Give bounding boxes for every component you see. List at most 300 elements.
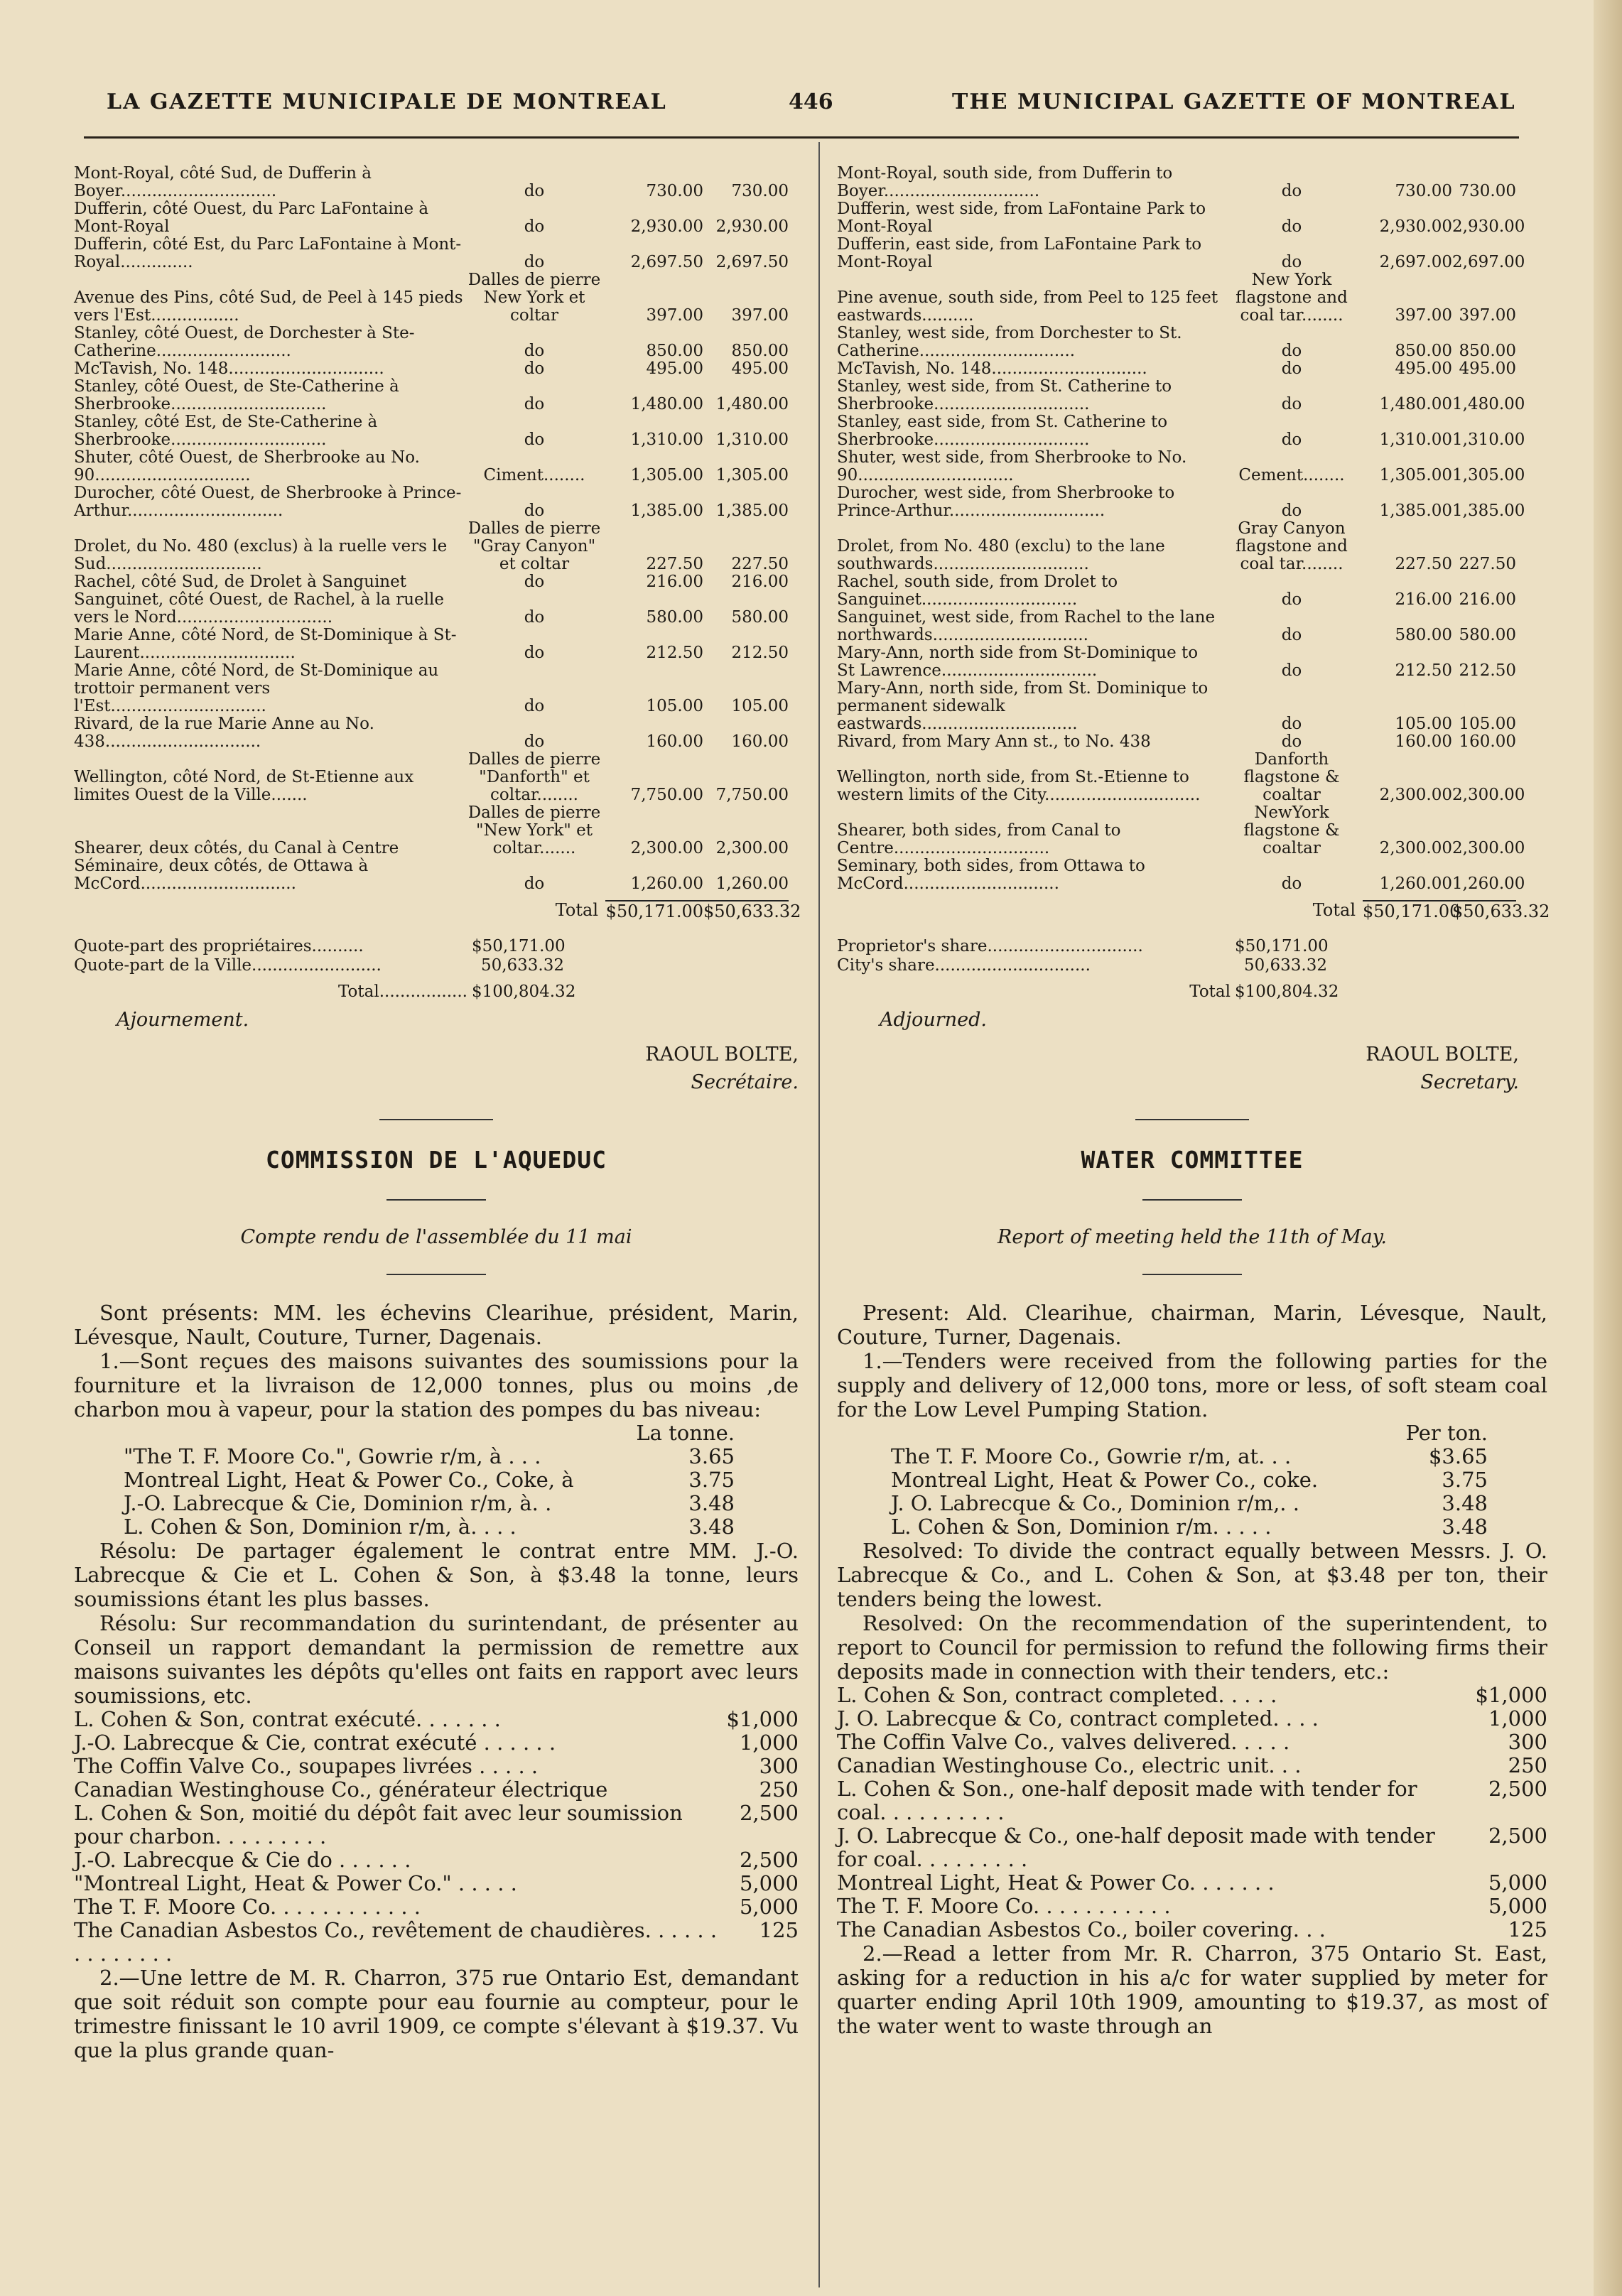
street-material: do xyxy=(1281,395,1302,413)
street-amount-estimate: 850.00 xyxy=(1395,342,1452,360)
item2-wrap-fr xyxy=(74,1966,799,2062)
street-description: Rivard, de la rue Marie Anne au No. 438.............................. xyxy=(74,715,374,751)
street-amount-total: 212.50 xyxy=(731,644,789,662)
street-description: Mont-Royal, south side, from Dufferin to Boyer.............................. xyxy=(837,164,1173,200)
deposit-amount: $1,000 xyxy=(1475,1683,1547,1707)
minutes-en xyxy=(837,1301,1547,1422)
minutes-fr xyxy=(74,1301,799,1422)
street-row xyxy=(74,271,799,325)
street-amount-total: 730.00 xyxy=(731,182,789,200)
street-row xyxy=(837,236,1547,271)
tender-name: The T. F. Moore Co., Gowrie r/m, at. . . xyxy=(891,1444,1292,1468)
street-amount-estimate: 2,930.00 xyxy=(630,217,703,236)
tender-name: L. Cohen & Son, Dominion r/m, à. . . . xyxy=(124,1515,517,1539)
street-amount-estimate: 2,300.00 xyxy=(1379,786,1452,804)
deposit-amount: 5,000 xyxy=(1488,1894,1547,1918)
deposit-name: L. Cohen & Son, moitié du dépôt fait avec leur soumission pour charbon. . . . . . . . . xyxy=(74,1801,683,1848)
deposit-name: The T. F. Moore Co. . . . . . . . . . . . xyxy=(74,1895,421,1919)
street-row xyxy=(837,484,1547,520)
tender-name: "The T. F. Moore Co.", Gowrie r/m, à . . . xyxy=(124,1444,541,1468)
street-row xyxy=(837,200,1547,236)
street-amount-estimate: 1,480.00 xyxy=(630,395,703,413)
street-amount-total: 2,930.00 xyxy=(1452,217,1525,236)
street-description: Séminaire, deux côtés, de Ottawa à McCord.............................. xyxy=(74,857,369,893)
street-table-fr xyxy=(74,165,799,893)
street-material: Danforth flagstone & coaltar xyxy=(1243,750,1340,804)
street-row xyxy=(837,360,1547,378)
deposits-fr xyxy=(74,1708,799,1966)
deposit-name: "Montreal Light, Heat & Power Co." . . . . . xyxy=(74,1871,517,1895)
street-material: NewYork flagstone & coaltar xyxy=(1243,803,1340,857)
street-material: Ciment........ xyxy=(483,466,585,484)
signature-name-fr: RAOUL BOLTE, xyxy=(645,1044,799,1066)
resolved2-fr: Résolu: Sur recommandation du surintendant, de présenter au Conseil un rapport demandant la permission de remettre aux maisons suivantes les dépôts qu'elles ont faits en rapport avec leurs soumissions, etc. xyxy=(74,1611,799,1708)
section-subtitle-fr: Compte rendu de l'assemblée du 11 mai xyxy=(240,1226,632,1248)
unit-label-en: Per ton. xyxy=(1405,1421,1488,1445)
share-total-value: $100,804.32 xyxy=(472,982,576,1001)
street-material: do xyxy=(1281,359,1302,378)
share-owners-label: Quote-part des propriétaires.......... xyxy=(74,937,364,955)
street-description: Marie Anne, côté Nord, de St-Dominique au trottoir permanent vers l'Est.............................. xyxy=(74,661,439,715)
deposit-amount: 5,000 xyxy=(739,1895,799,1919)
adjourned-fr: Ajournement. xyxy=(117,1009,249,1031)
page-spine xyxy=(1594,0,1622,2296)
street-amount-total: 1,310.00 xyxy=(1452,430,1525,449)
total-value-2: $50,633.32 xyxy=(703,901,801,921)
street-amount-estimate: 2,930.00 xyxy=(1379,217,1452,236)
street-amount-total: 850.00 xyxy=(1459,342,1516,360)
deposit-name: L. Cohen & Son, contract completed. . . . . xyxy=(837,1683,1277,1707)
deposit-name: Canadian Westinghouse Co., electric unit. . . xyxy=(837,1753,1302,1777)
street-row xyxy=(74,662,799,715)
street-amount-estimate: 160.00 xyxy=(646,732,703,751)
tender-price: $3.65 xyxy=(1428,1444,1488,1468)
street-amount-total: 2,697.00 xyxy=(1452,253,1525,271)
street-description: Shearer, both sides, from Canal to Centre.............................. xyxy=(837,821,1121,857)
street-amount-total: 105.00 xyxy=(731,697,789,715)
deposit-row xyxy=(837,1684,1547,1707)
street-row xyxy=(837,680,1547,733)
street-amount-estimate: 2,697.00 xyxy=(1379,253,1452,271)
street-row xyxy=(837,644,1547,680)
tender-row xyxy=(891,1468,1488,1492)
street-amount-total: 580.00 xyxy=(1459,626,1516,644)
street-amount-estimate: 227.50 xyxy=(646,555,703,573)
total-row-en xyxy=(837,900,1550,921)
deposit-name: L. Cohen & Son, contrat exécuté. . . . . . . xyxy=(74,1707,501,1731)
street-amount-estimate: 397.00 xyxy=(1395,306,1452,325)
separator xyxy=(379,1119,493,1120)
item1-en: 1.—Tenders were received from the following parties for the supply and delivery of 12,000 tons, more or less, of soft steam coal for the Low Level Pumping Station. xyxy=(837,1349,1547,1422)
street-description: Wellington, côté Nord, de St-Etienne aux limites Ouest de la Ville....... xyxy=(74,768,414,804)
street-description: Drolet, from No. 480 (exclu) to the lane southwards.............................. xyxy=(837,537,1165,573)
share-city-value: 50,633.32 xyxy=(1243,956,1327,975)
street-row xyxy=(74,378,799,413)
header-title-en: THE MUNICIPAL GAZETTE OF MONTREAL xyxy=(952,90,1516,114)
street-description: Durocher, côté Ouest, de Sherbrooke à Prince-Arthur.............................. xyxy=(74,484,462,520)
street-amount-total: 495.00 xyxy=(1459,359,1516,378)
street-description: Stanley, east side, from St. Catherine to Sherbrooke.............................. xyxy=(837,413,1168,449)
total-value-2: $50,633.32 xyxy=(1452,901,1550,921)
street-material: do xyxy=(1281,874,1302,893)
street-description: Stanley, west side, from Dorchester to St. Catherine.............................. xyxy=(837,324,1182,360)
street-amount-total: 1,385.00 xyxy=(715,502,789,520)
street-description: Rachel, south side, from Drolet to Sanguinet.............................. xyxy=(837,573,1118,609)
street-material: do xyxy=(524,217,545,236)
deposit-name: J. O. Labrecque & Co., one-half deposit made with tender for coal. . . . . . . . . xyxy=(837,1824,1435,1871)
street-row xyxy=(74,165,799,200)
street-material: do xyxy=(524,342,545,360)
tender-price: 3.48 xyxy=(1442,1491,1488,1515)
header-title-fr: LA GAZETTE MUNICIPALE DE MONTREAL xyxy=(107,90,667,114)
street-description: Durocher, west side, from Sherbrooke to Prince-Arthur.............................. xyxy=(837,484,1175,520)
street-row xyxy=(74,360,799,378)
tender-price: 3.65 xyxy=(688,1444,735,1468)
page-number: 446 xyxy=(789,90,833,114)
deposit-row xyxy=(837,1918,1547,1942)
street-amount-total: 2,300.00 xyxy=(715,839,789,857)
street-description: Mary-Ann, north side, from St. Dominique to permanent sidewalk eastwards.............................. xyxy=(837,679,1209,733)
street-amount-total: 160.00 xyxy=(731,732,789,751)
deposit-row xyxy=(74,1708,799,1731)
street-amount-total: 105.00 xyxy=(1459,715,1516,733)
street-description: Dufferin, côté Ouest, du Parc LaFontaine à Mont-Royal xyxy=(74,200,429,236)
item1-fr: 1.—Sont reçues des maisons suivantes des soumissions pour la fourniture et la livraison de 12,000 tonnes, plus ou moins ,de charbon mou à vapeur, pour la station des pompes du bas niveau: xyxy=(74,1349,799,1422)
deposit-amount: 2,500 xyxy=(1488,1777,1547,1801)
street-row xyxy=(837,751,1547,804)
tenders-fr xyxy=(124,1422,735,1539)
share-owners-value: $50,171.00 xyxy=(1235,937,1329,955)
deposit-row xyxy=(74,1755,799,1778)
share-city-label: City's share.............................. xyxy=(837,956,1091,975)
deposit-name: The Coffin Valve Co., valves delivered. . . . . xyxy=(837,1730,1290,1754)
street-description: Shearer, deux côtés, du Canal à Centre xyxy=(74,839,399,857)
street-material: do xyxy=(524,253,545,271)
street-amount-total: 1,305.00 xyxy=(715,466,789,484)
street-amount-estimate: 216.00 xyxy=(646,573,703,591)
street-amount-estimate: 227.50 xyxy=(1395,555,1452,573)
deposit-amount: 1,000 xyxy=(739,1731,799,1755)
street-amount-estimate: 7,750.00 xyxy=(630,786,703,804)
street-material: Gray Canyon flagstone and coal tar........ xyxy=(1236,519,1348,573)
street-description: Dufferin, côté Est, du Parc LaFontaine à Mont-Royal.............. xyxy=(74,235,462,271)
separator xyxy=(1142,1199,1242,1201)
street-material: do xyxy=(524,732,545,751)
street-amount-total: 216.00 xyxy=(1459,590,1516,609)
share-city-value: 50,633.32 xyxy=(480,956,564,975)
street-material: do xyxy=(524,573,545,591)
deposit-amount: 250 xyxy=(1508,1753,1547,1777)
street-amount-total: 397.00 xyxy=(731,306,789,325)
tender-row xyxy=(891,1492,1488,1515)
street-amount-estimate: 495.00 xyxy=(1395,359,1452,378)
street-material: do xyxy=(1281,715,1302,733)
street-amount-total: 1,310.00 xyxy=(715,430,789,449)
street-amount-total: 1,480.00 xyxy=(1452,395,1525,413)
street-description: McTavish, No. 148.............................. xyxy=(837,359,1147,378)
street-row xyxy=(74,591,799,627)
street-amount-total: 212.50 xyxy=(1459,661,1516,680)
street-amount-estimate: 216.00 xyxy=(1395,590,1452,609)
deposit-row xyxy=(837,1895,1547,1918)
deposit-row xyxy=(837,1731,1547,1754)
street-description: Rachel, côté Sud, de Drolet à Sanguinet xyxy=(74,573,406,591)
deposit-name: The Canadian Asbestos Co., revêtement de chaudières. . . . . . . . . . . . . . xyxy=(74,1918,718,1966)
street-amount-total: 580.00 xyxy=(731,608,789,627)
street-row xyxy=(74,573,799,591)
share-owners-label: Proprietor's share.............................. xyxy=(837,937,1143,955)
street-amount-total: 2,300.00 xyxy=(1452,839,1525,857)
tender-price: 3.48 xyxy=(688,1491,735,1515)
tender-price: 3.75 xyxy=(1442,1468,1488,1492)
shares-en xyxy=(837,937,1547,1002)
street-amount-total: 730.00 xyxy=(1459,182,1516,200)
deposit-row xyxy=(74,1872,799,1895)
street-amount-estimate: 850.00 xyxy=(646,342,703,360)
street-row xyxy=(74,627,799,662)
tender-row xyxy=(124,1468,735,1492)
street-material: do xyxy=(1281,217,1302,236)
street-row xyxy=(837,413,1547,449)
deposit-row xyxy=(837,1824,1547,1871)
street-material: do xyxy=(1281,590,1302,609)
street-row xyxy=(837,857,1547,893)
item2-en: 2.—Read a letter from Mr. R. Charron, 375 Ontario St. East, asking for a reduction in his a/c for water supplied by meter for quarter ending April 10th 1909, amounting to $19.37, as most of the water went to waste through an xyxy=(837,1942,1547,2038)
item2-wrap-en xyxy=(837,1942,1547,2038)
street-amount-estimate: 1,385.00 xyxy=(630,502,703,520)
street-table-en xyxy=(837,165,1547,893)
street-amount-estimate: 495.00 xyxy=(646,359,703,378)
street-material: Cement........ xyxy=(1238,466,1345,484)
street-material: do xyxy=(524,430,545,449)
resolutions-en xyxy=(837,1539,1547,1684)
resolutions-fr xyxy=(74,1539,799,1708)
street-material: do xyxy=(524,359,545,378)
tender-name: J.-O. Labrecque & Cie, Dominion r/m, à. . xyxy=(124,1491,552,1515)
street-amount-estimate: 1,385.00 xyxy=(1379,502,1452,520)
street-row xyxy=(837,804,1547,857)
deposit-row xyxy=(74,1919,799,1966)
deposit-amount: 300 xyxy=(759,1754,799,1778)
street-row xyxy=(74,236,799,271)
street-amount-total: 2,300.00 xyxy=(1452,786,1525,804)
street-material: do xyxy=(1281,253,1302,271)
street-material: do xyxy=(524,608,545,627)
tender-row xyxy=(891,1445,1488,1468)
share-total-label: Total................. xyxy=(337,982,467,1001)
street-description: Mary-Ann, north side from St-Dominique to St Lawrence.............................. xyxy=(837,644,1199,680)
street-row xyxy=(837,449,1547,484)
street-material: do xyxy=(1281,430,1302,449)
deposit-amount: 2,500 xyxy=(739,1801,799,1825)
deposit-name: J.-O. Labrecque & Cie do . . . . . . xyxy=(74,1848,411,1872)
street-amount-estimate: 1,305.00 xyxy=(630,466,703,484)
separator xyxy=(386,1274,486,1275)
deposit-name: Canadian Westinghouse Co., générateur électrique xyxy=(74,1777,608,1802)
deposit-row xyxy=(837,1754,1547,1777)
deposit-row xyxy=(74,1802,799,1848)
deposit-amount: 125 xyxy=(759,1918,799,1942)
deposit-name: L. Cohen & Son., one-half deposit made with tender for coal. . . . . . . . . . xyxy=(837,1777,1417,1824)
total-value-1: $50,171.00 xyxy=(1363,901,1461,921)
column-french xyxy=(74,165,799,2062)
street-description: Wellington, north side, from St.-Etienne to western limits of the City.............................. xyxy=(837,768,1201,804)
deposit-name: J. O. Labrecque & Co, contract completed. . . . xyxy=(837,1706,1319,1731)
street-material: Dalles de pierre New York et coltar xyxy=(467,271,601,325)
street-material: do xyxy=(524,697,545,715)
deposit-amount: 1,000 xyxy=(1488,1706,1547,1731)
signature-title-fr: Secrétaire. xyxy=(691,1071,799,1093)
tender-name: Montreal Light, Heat & Power Co., coke. xyxy=(891,1468,1319,1492)
street-material: do xyxy=(524,502,545,520)
section-title-en: WATER COMMITTEE xyxy=(1081,1146,1304,1174)
tender-row xyxy=(124,1515,735,1539)
deposit-name: J.-O. Labrecque & Cie, contrat exécuté . . . . . . xyxy=(74,1731,556,1755)
street-amount-estimate: 580.00 xyxy=(1395,626,1452,644)
street-description: Shuter, côté Ouest, de Sherbrooke au No. 90.............................. xyxy=(74,448,420,484)
deposit-amount: $1,000 xyxy=(726,1707,799,1731)
total-label: Total xyxy=(555,900,598,920)
street-material: do xyxy=(1281,732,1302,751)
unit-label-fr: La tonne. xyxy=(636,1421,735,1445)
street-description: Stanley, côté Ouest, de Ste-Catherine à Sherbrooke.............................. xyxy=(74,377,399,413)
street-material: do xyxy=(524,644,545,662)
street-description: Rivard, from Mary Ann st., to No. 438 xyxy=(837,732,1151,751)
street-description: Dufferin, east side, from LaFontaine Park to Mont-Royal xyxy=(837,235,1202,271)
street-material: do xyxy=(524,395,545,413)
street-row xyxy=(837,378,1547,413)
street-row xyxy=(837,520,1547,573)
street-row xyxy=(837,165,1547,200)
street-amount-estimate: 730.00 xyxy=(1395,182,1452,200)
street-description: McTavish, No. 148.............................. xyxy=(74,359,384,378)
street-amount-total: 1,260.00 xyxy=(1452,874,1525,893)
share-city-label: Quote-part de la Ville......................... xyxy=(74,956,382,975)
present-en: Present: Ald. Clearihue, chairman, Marin, Lévesque, Nault, Couture, Turner, Dagenais. xyxy=(837,1301,1547,1349)
street-description: Sanguinet, côté Ouest, de Rachel, à la ruelle vers le Nord.............................. xyxy=(74,590,444,627)
separator xyxy=(1142,1274,1242,1275)
street-amount-total: 2,930.00 xyxy=(715,217,789,236)
street-material: Dalles de pierre "Danforth" et coltar........ xyxy=(467,750,601,804)
tender-name: Montreal Light, Heat & Power Co., Coke, à xyxy=(124,1468,574,1492)
street-row xyxy=(74,413,799,449)
street-row xyxy=(74,484,799,520)
separator xyxy=(386,1199,486,1201)
street-description: Drolet, du No. 480 (exclus) à la ruelle vers le Sud.............................. xyxy=(74,537,448,573)
street-amount-estimate: 1,260.00 xyxy=(1379,874,1452,893)
total-row-fr xyxy=(74,900,799,921)
item2-fr: 2.—Une lettre de M. R. Charron, 375 rue Ontario Est, demandant que soit réduit son compte pour eau fournie au compteur, pour le trimestre finissant le 10 avril 1909, ce compte s'élevant à $19.37. Vu que la plus grande quan- xyxy=(74,1966,799,2062)
tender-row xyxy=(124,1492,735,1515)
tender-price: 3.48 xyxy=(1442,1515,1488,1539)
street-amount-total: 160.00 xyxy=(1459,732,1516,751)
tender-name: J. O. Labrecque & Co., Dominion r/m,. . xyxy=(891,1491,1299,1515)
street-description: Avenue des Pins, côté Sud, de Peel à 145 pieds vers l'Est................. xyxy=(74,288,463,325)
share-owners-value: $50,171.00 xyxy=(472,937,566,955)
street-amount-estimate: 212.50 xyxy=(1395,661,1452,680)
street-amount-estimate: 1,305.00 xyxy=(1379,466,1452,484)
street-material: do xyxy=(524,182,545,200)
resolved1-en: Resolved: To divide the contract equally between Messrs. J. O. Labrecque & Co., and L. Cohen & Son, at $3.48 per ton, their tenders being the lowest. xyxy=(837,1539,1547,1611)
street-row xyxy=(74,715,799,751)
deposit-amount: 5,000 xyxy=(739,1871,799,1895)
street-material: do xyxy=(1281,661,1302,680)
street-amount-estimate: 105.00 xyxy=(646,697,703,715)
deposits-en xyxy=(837,1684,1547,1942)
street-amount-estimate: 160.00 xyxy=(1395,732,1452,751)
street-amount-estimate: 212.50 xyxy=(646,644,703,662)
street-description: Seminary, both sides, from Ottawa to McCord.............................. xyxy=(837,857,1145,893)
street-amount-estimate: 580.00 xyxy=(646,608,703,627)
deposit-row xyxy=(837,1777,1547,1824)
street-amount-total: 227.50 xyxy=(1459,555,1516,573)
deposit-row xyxy=(74,1778,799,1802)
street-amount-total: 1,385.00 xyxy=(1452,502,1525,520)
street-amount-estimate: 1,310.00 xyxy=(1379,430,1452,449)
street-description: Dufferin, west side, from LaFontaine Park to Mont-Royal xyxy=(837,200,1206,236)
street-row xyxy=(837,325,1547,360)
tender-price: 3.75 xyxy=(688,1468,735,1492)
street-material: New York flagstone and coal tar........ xyxy=(1236,271,1348,325)
section-subtitle-en: Report of meeting held the 11th of May. xyxy=(997,1226,1387,1248)
street-amount-estimate: 2,697.50 xyxy=(630,253,703,271)
street-amount-total: 216.00 xyxy=(731,573,789,591)
street-material: do xyxy=(1281,626,1302,644)
tender-name: L. Cohen & Son, Dominion r/m. . . . . xyxy=(891,1515,1272,1539)
share-total-label: Total xyxy=(1189,982,1231,1001)
street-amount-estimate: 1,260.00 xyxy=(630,874,703,893)
street-row xyxy=(74,325,799,360)
street-row xyxy=(837,733,1547,751)
deposit-amount: 125 xyxy=(1508,1917,1547,1942)
tender-row xyxy=(124,1445,735,1468)
street-description: Pine avenue, south side, from Peel to 125 feet eastwards.......... xyxy=(837,288,1218,325)
resolved2-en: Resolved: On the recommendation of the superintendent, to report to Council for permission to refund the following firms their deposits made in connection with their tenders, etc.: xyxy=(837,1611,1547,1684)
street-row xyxy=(74,520,799,573)
street-material: do xyxy=(1281,342,1302,360)
total-value-1: $50,171.00 xyxy=(605,901,703,921)
header-rule xyxy=(84,136,1519,139)
street-material: Dalles de pierre "New York" et coltar....... xyxy=(467,803,601,857)
street-amount-total: 1,480.00 xyxy=(715,395,789,413)
street-amount-estimate: 730.00 xyxy=(646,182,703,200)
street-amount-estimate: 1,480.00 xyxy=(1379,395,1452,413)
street-material: do xyxy=(524,874,545,893)
street-amount-total: 1,305.00 xyxy=(1452,466,1525,484)
deposit-name: The Coffin Valve Co., soupapes livrées . . . . . xyxy=(74,1754,539,1778)
present-fr: Sont présents: MM. les échevins Clearihue, président, Marin, Lévesque, Nault, Couture, Turner, Dagenais. xyxy=(74,1301,799,1349)
street-material: Dalles de pierre "Gray Canyon" et coltar xyxy=(467,519,601,573)
street-description: Stanley, côté Ouest, de Dorchester à Ste-Catherine.......................... xyxy=(74,324,415,360)
street-description: Stanley, west side, from St. Catherine to Sherbrooke.............................. xyxy=(837,377,1172,413)
deposit-amount: 2,500 xyxy=(1488,1824,1547,1848)
deposit-row xyxy=(837,1707,1547,1731)
deposit-amount: 250 xyxy=(759,1777,799,1802)
street-row xyxy=(74,751,799,804)
street-amount-estimate: 397.00 xyxy=(646,306,703,325)
street-amount-estimate: 2,300.00 xyxy=(1379,839,1452,857)
adjourned-en: Adjourned. xyxy=(880,1009,987,1031)
deposit-row xyxy=(837,1871,1547,1895)
tender-row xyxy=(891,1515,1488,1539)
street-amount-estimate: 2,300.00 xyxy=(630,839,703,857)
street-material: do xyxy=(1281,182,1302,200)
street-row xyxy=(74,857,799,893)
street-description: Sanguinet, west side, from Rachel to the lane northwards.............................. xyxy=(837,608,1216,644)
street-row xyxy=(837,573,1547,609)
tender-price: 3.48 xyxy=(688,1515,735,1539)
street-material: do xyxy=(1281,502,1302,520)
